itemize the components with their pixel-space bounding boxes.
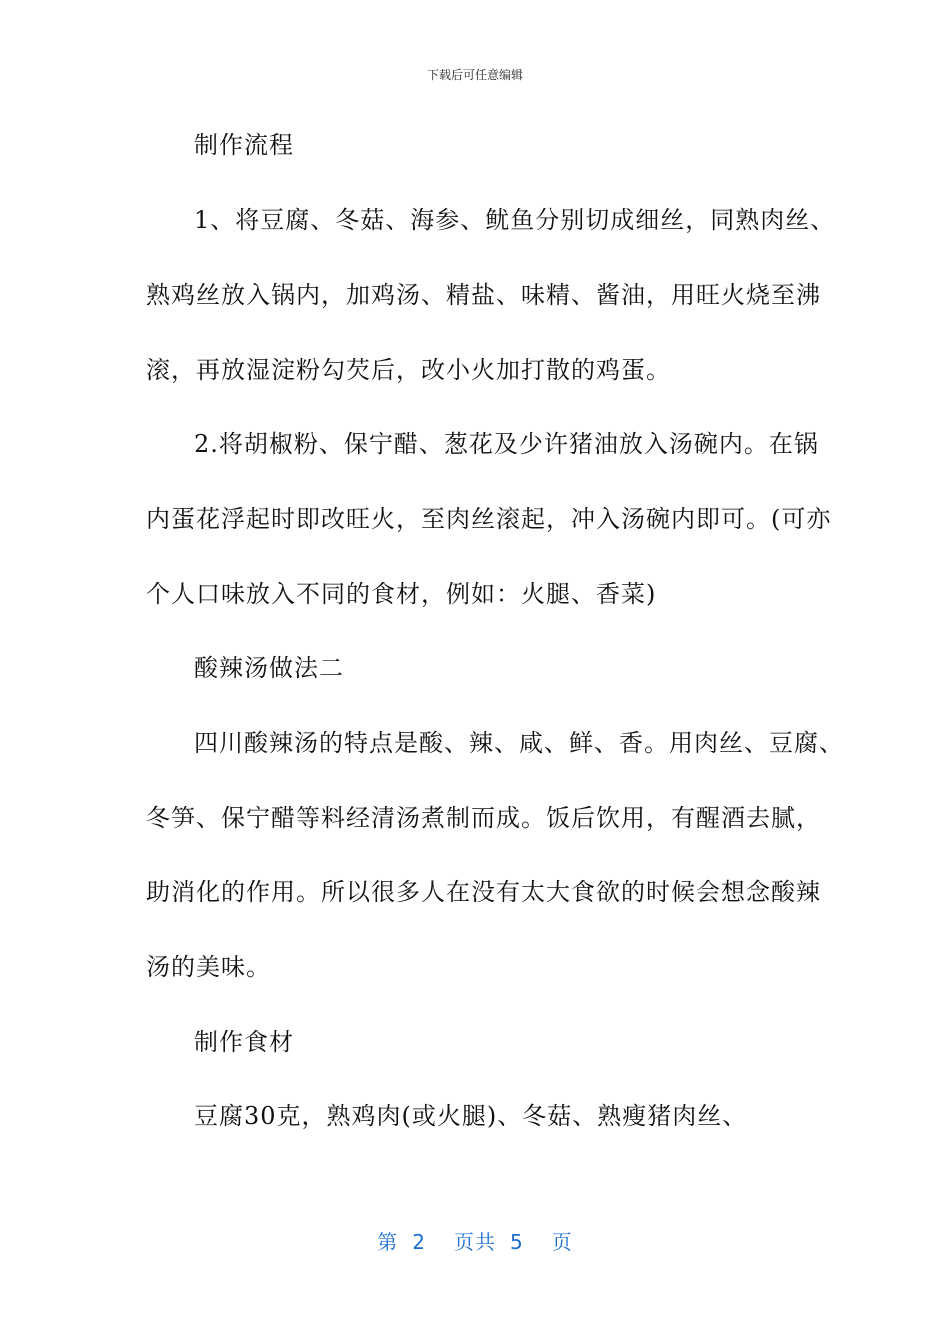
paragraph-line: 滚，再放湿淀粉勾芡后，改小火加打散的鸡蛋。: [146, 356, 671, 384]
section-heading-process: 制作流程: [194, 131, 294, 159]
footer-prefix: 第: [377, 1230, 399, 1254]
paragraph-line: 冬笋、保宁醋等料经清汤煮制而成。饭后饮用，有醒酒去腻，: [146, 804, 821, 832]
paragraph-line: 内蛋花浮起时即改旺火，至肉丝滚起，冲入汤碗内即可。(可亦: [146, 505, 832, 533]
paragraph-line: 汤的美味。: [146, 953, 271, 981]
paragraph-line: 个人口味放入不同的食材，例如：火腿、香菜): [146, 580, 657, 608]
footer-total-pages: 5: [510, 1230, 524, 1254]
paragraph-line: 1、将豆腐、冬菇、海参、鱿鱼分别切成细丝，同熟肉丝、: [194, 206, 836, 234]
paragraph-line: 豆腐30克，熟鸡肉(或火腿)、冬菇、熟瘦猪肉丝、: [194, 1102, 748, 1130]
footer-suffix: 页: [551, 1230, 573, 1254]
header-note: 下载后可任意编辑: [426, 68, 523, 82]
footer-page-number: 2: [412, 1230, 426, 1254]
footer-middle: 页共: [454, 1230, 496, 1254]
paragraph-line: 助消化的作用。所以很多人在没有太大食欲的时候会想念酸辣: [146, 878, 821, 906]
paragraph-line: 熟鸡丝放入锅内，加鸡汤、精盐、味精、酱油，用旺火烧至沸: [146, 281, 821, 309]
page-footer: [0, 1226, 950, 1255]
section-heading-ingredients: 制作食材: [194, 1028, 294, 1056]
paragraph-line: 2.将胡椒粉、保宁醋、葱花及少许猪油放入汤碗内。在锅: [194, 430, 819, 458]
paragraph-line: 四川酸辣汤的特点是酸、辣、咸、鲜、香。用肉丝、豆腐、: [194, 729, 844, 757]
section-heading-method-two: 酸辣汤做法二: [194, 654, 344, 682]
